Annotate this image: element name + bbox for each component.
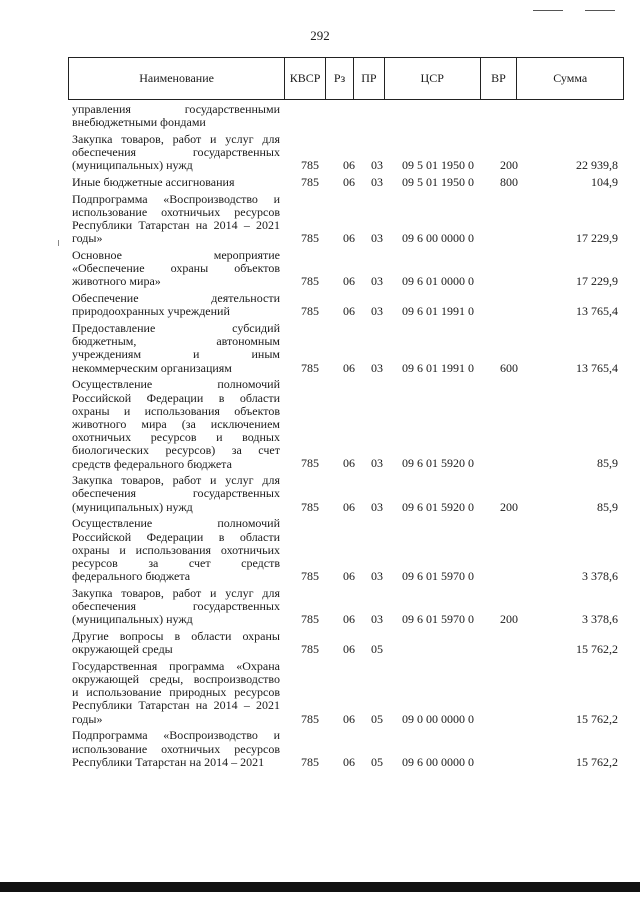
row-pr: 05 bbox=[371, 642, 383, 657]
row-sum: 13 765,4 bbox=[576, 360, 618, 375]
row-name bbox=[72, 103, 280, 129]
row-name-line: животного мира (за исключением bbox=[72, 416, 280, 431]
row-name bbox=[72, 660, 280, 726]
row-pr: 03 bbox=[371, 175, 383, 189]
row-pr: 03 bbox=[371, 274, 383, 289]
row-csr: 09 6 01 5970 0 bbox=[402, 612, 474, 627]
row-csr: 09 6 01 5970 0 bbox=[402, 569, 474, 584]
row-name-line: учреждениям и иным bbox=[72, 347, 280, 362]
row-name bbox=[72, 133, 280, 173]
row-kvsr: 785 bbox=[301, 360, 319, 375]
row-name-line: животного мира» bbox=[72, 274, 161, 289]
row-name-line: Государственная программа «Охрана bbox=[72, 658, 280, 673]
row-name-line: некоммерческим организациям bbox=[72, 360, 232, 375]
row-name-line: обеспечения государственных bbox=[72, 486, 280, 501]
row-rz: 06 bbox=[343, 569, 355, 584]
row-vr: 800 bbox=[500, 175, 518, 189]
row-sum: 22 939,8 bbox=[576, 158, 618, 173]
row-name-line: внебюджетными фондами bbox=[72, 115, 206, 130]
row-name bbox=[72, 176, 280, 189]
row-name-line: бюджетным, автономным bbox=[72, 334, 280, 349]
row-pr: 03 bbox=[371, 499, 383, 514]
row-pr: 03 bbox=[371, 304, 383, 319]
row-rz: 06 bbox=[343, 231, 355, 246]
row-name bbox=[72, 630, 280, 656]
margin-mark bbox=[58, 240, 59, 246]
row-name-line: Подпрограмма «Воспроизводство и bbox=[72, 728, 280, 743]
row-pr: 03 bbox=[371, 158, 383, 173]
row-rz: 06 bbox=[343, 499, 355, 514]
row-pr: 03 bbox=[371, 569, 383, 584]
column-header-name: Наименование bbox=[69, 58, 285, 99]
row-kvsr: 785 bbox=[301, 711, 319, 726]
table-row bbox=[72, 660, 618, 726]
row-name bbox=[72, 517, 280, 583]
row-name bbox=[72, 587, 280, 627]
row-name-line: обеспечения государственных bbox=[72, 599, 280, 613]
row-name-line: Другие вопросы в области охраны bbox=[72, 628, 280, 643]
row-name bbox=[72, 193, 280, 246]
row-sum: 15 762,2 bbox=[576, 711, 618, 726]
row-name-line: «Обеспечение охраны объектов bbox=[72, 261, 280, 276]
row-rz: 06 bbox=[343, 304, 355, 319]
table-row bbox=[72, 378, 618, 470]
row-sum: 85,9 bbox=[597, 456, 618, 471]
row-kvsr: 785 bbox=[301, 456, 319, 471]
row-name-line: Осуществление полномочий bbox=[72, 516, 280, 531]
table-row bbox=[72, 729, 618, 769]
row-name-line: использование охотничьих ресурсов bbox=[72, 204, 280, 219]
column-header-csr: ЦСР bbox=[385, 58, 481, 99]
row-name-line: Предоставление субсидий bbox=[72, 321, 280, 335]
row-name-line: ресурсов за счет средств bbox=[72, 555, 280, 570]
table-row bbox=[72, 133, 618, 173]
table-row bbox=[72, 292, 618, 318]
row-name-line: охраны и использования охотничьих bbox=[72, 542, 280, 557]
row-sum: 15 762,2 bbox=[576, 754, 618, 769]
column-header-vr: ВР bbox=[481, 58, 518, 99]
row-csr: 09 5 01 1950 0 bbox=[402, 175, 474, 189]
table-row bbox=[72, 193, 618, 246]
row-name-line: управления государственными bbox=[72, 102, 280, 116]
table-row bbox=[72, 587, 618, 627]
row-vr: 200 bbox=[500, 499, 518, 514]
top-rule bbox=[533, 10, 563, 11]
row-name-line: Закупка товаров, работ и услуг для bbox=[72, 585, 280, 600]
row-name-line: годы» bbox=[72, 231, 103, 246]
row-name-line: Республики Татарстан на 2014 – 2021 bbox=[72, 698, 280, 713]
row-pr: 05 bbox=[371, 711, 383, 726]
table-row bbox=[72, 474, 618, 514]
row-pr: 03 bbox=[371, 612, 383, 627]
row-pr: 03 bbox=[371, 360, 383, 375]
row-name-line: Закупка товаров, работ и услуг для bbox=[72, 473, 280, 488]
row-csr: 09 5 01 1950 0 bbox=[402, 158, 474, 173]
row-vr: 600 bbox=[500, 360, 518, 375]
row-kvsr: 785 bbox=[301, 612, 319, 627]
row-kvsr: 785 bbox=[301, 175, 319, 189]
column-header-rz: Рз bbox=[326, 58, 354, 99]
row-name-line: Российской Федерации в области bbox=[72, 390, 280, 405]
table-row bbox=[72, 517, 618, 583]
row-name-line: охотничьих ресурсов и водных bbox=[72, 430, 280, 445]
row-name-line: Подпрограмма «Воспроизводство и bbox=[72, 191, 280, 206]
row-rz: 06 bbox=[343, 175, 355, 189]
column-header-pr: ПР bbox=[354, 58, 385, 99]
row-csr: 09 6 00 0000 0 bbox=[402, 231, 474, 246]
row-kvsr: 785 bbox=[301, 754, 319, 769]
row-sum: 85,9 bbox=[597, 499, 618, 514]
row-kvsr: 785 bbox=[301, 304, 319, 319]
row-csr: 09 6 00 0000 0 bbox=[402, 754, 474, 769]
row-csr: 09 6 01 1991 0 bbox=[402, 304, 474, 319]
row-vr: 200 bbox=[500, 158, 518, 173]
row-sum: 15 762,2 bbox=[576, 642, 618, 657]
row-rz: 06 bbox=[343, 158, 355, 173]
column-header-kvsr: КВСР bbox=[285, 58, 326, 99]
row-name-line: Обеспечение деятельности bbox=[72, 291, 280, 306]
row-rz: 06 bbox=[343, 274, 355, 289]
row-sum: 3 378,6 bbox=[582, 569, 618, 584]
row-kvsr: 785 bbox=[301, 158, 319, 173]
row-csr: 09 6 01 5920 0 bbox=[402, 499, 474, 514]
row-name-line: Закупка товаров, работ и услуг для bbox=[72, 131, 280, 146]
row-sum: 17 229,9 bbox=[576, 274, 618, 289]
row-csr: 09 6 01 5920 0 bbox=[402, 456, 474, 471]
table-header bbox=[68, 57, 624, 100]
row-name-line: (муниципальных) нужд bbox=[72, 499, 193, 514]
row-pr: 05 bbox=[371, 754, 383, 769]
row-rz: 06 bbox=[343, 612, 355, 627]
row-rz: 06 bbox=[343, 711, 355, 726]
row-name-line: средств федерального бюджета bbox=[72, 456, 232, 471]
table-row bbox=[72, 322, 618, 375]
row-sum: 13 765,4 bbox=[576, 304, 618, 319]
row-pr: 03 bbox=[371, 231, 383, 246]
row-kvsr: 785 bbox=[301, 569, 319, 584]
row-rz: 06 bbox=[343, 754, 355, 769]
row-name bbox=[72, 729, 280, 769]
row-kvsr: 785 bbox=[301, 642, 319, 657]
row-name-line: Российской Федерации в области bbox=[72, 529, 280, 544]
row-rz: 06 bbox=[343, 456, 355, 471]
row-vr: 200 bbox=[500, 612, 518, 627]
row-name-line: (муниципальных) нужд bbox=[72, 158, 193, 173]
table-row bbox=[72, 630, 618, 656]
row-rz: 06 bbox=[343, 360, 355, 375]
row-sum: 104,9 bbox=[591, 175, 618, 189]
row-name-line: обеспечения государственных bbox=[72, 145, 280, 160]
table-row bbox=[72, 249, 618, 289]
column-header-sum: Сумма bbox=[553, 71, 588, 85]
row-sum: 3 378,6 bbox=[582, 612, 618, 627]
row-name-line: природоохранных учреждений bbox=[72, 304, 230, 319]
row-name-line: и использование природных ресурсов bbox=[72, 685, 280, 700]
row-name-line: федерального бюджета bbox=[72, 569, 191, 584]
table-row bbox=[72, 103, 618, 129]
row-name bbox=[72, 474, 280, 514]
row-name-line: Республики Татарстан на 2014 – 2021 bbox=[72, 218, 280, 233]
row-name-line: использование охотничьих ресурсов bbox=[72, 741, 280, 756]
row-name-line: биологических ресурсов) за счет bbox=[72, 443, 280, 458]
row-rz: 06 bbox=[343, 642, 355, 657]
row-name-line: окружающей среды, воспроизводство bbox=[72, 672, 280, 686]
row-kvsr: 785 bbox=[301, 499, 319, 514]
row-name bbox=[72, 378, 280, 470]
row-name-line: окружающей среды bbox=[72, 642, 173, 657]
row-name bbox=[72, 249, 280, 289]
row-name-line: Республики Татарстан на 2014 – 2021 bbox=[72, 754, 265, 769]
row-pr: 03 bbox=[371, 456, 383, 471]
row-sum: 17 229,9 bbox=[576, 231, 618, 246]
row-name bbox=[72, 322, 280, 375]
row-name-line: Осуществление полномочий bbox=[72, 377, 280, 392]
row-csr: 09 0 00 0000 0 bbox=[402, 711, 474, 726]
row-name-line: охраны и использования объектов bbox=[72, 403, 280, 418]
row-name bbox=[72, 292, 280, 318]
page-number: 292 bbox=[310, 28, 330, 43]
row-kvsr: 785 bbox=[301, 231, 319, 246]
top-rule bbox=[585, 10, 615, 11]
row-name-line: (муниципальных) нужд bbox=[72, 612, 193, 627]
row-kvsr: 785 bbox=[301, 274, 319, 289]
row-csr: 09 6 01 1991 0 bbox=[402, 360, 474, 375]
row-name-line: годы» bbox=[72, 711, 103, 726]
row-name-line: Иные бюджетные ассигнования bbox=[72, 175, 235, 189]
row-name-line: Основное мероприятие bbox=[72, 248, 280, 262]
scan-bottom-edge bbox=[0, 882, 640, 892]
row-csr: 09 6 01 0000 0 bbox=[402, 274, 474, 289]
table-row bbox=[72, 176, 618, 189]
